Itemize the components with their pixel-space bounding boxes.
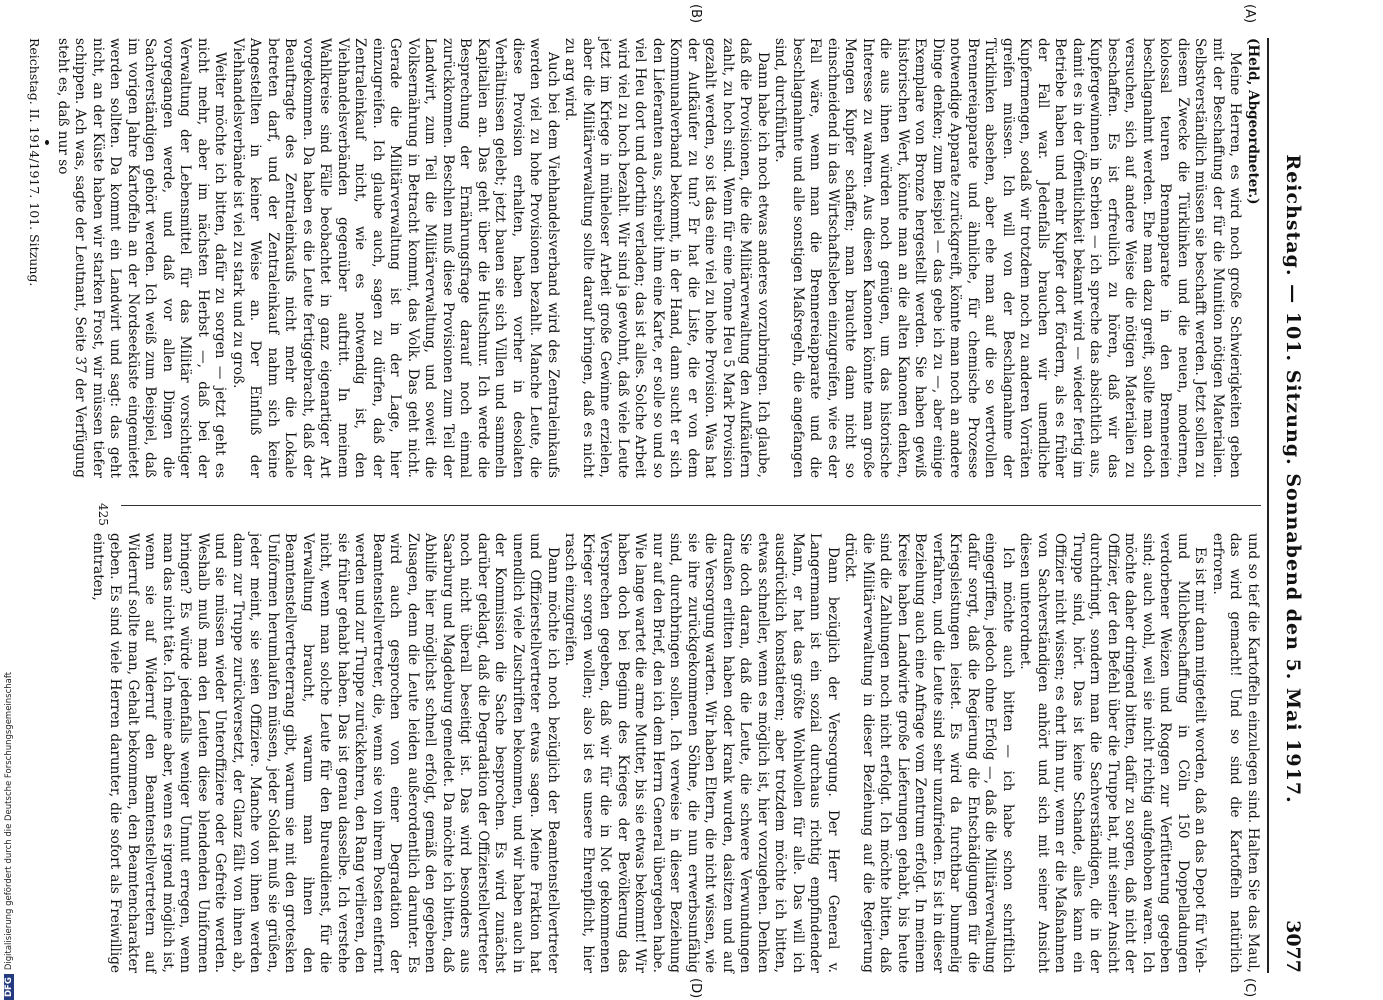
right-column — [90, 533, 1261, 973]
margin-letter-c: (C) — [1242, 978, 1257, 998]
page-signature: 425 — [96, 503, 110, 526]
footer-source: Reichstag. II. 1914/1917. 101. Sitzung. — [27, 38, 43, 287]
margin-letter-a: (A) — [1242, 4, 1257, 24]
paragraph: Weiter möchte ich bitten, dafür zu sorgen — jetzt geht es nicht mehr, aber im nächsten Herbst —, daß bei der Verwaltung der Lebensmittel für das Militär vorsichtiger vorgegangen werde, und daß vor allen Dingen die Sachverständigen gehört werden. Ich weiß zum Beispiel, daß im vorigen Jahre Kartoffeln an der Nordseeküste eingemietet werden sollten. Da kommt ein Landwirt und sagt: das geht nicht, an der Küste haben wir starken Frost, wir müssen tiefer schippen. Ach was, sagte der Leutnant, Seite 37 der Verfügung steht es, daß nur so — [55, 38, 229, 478]
paragraph: Es ist mir dann mitgeteilt worden, daß an das Depot für Vieh- und Milchbeschaffung in Cöln 150 Doppelladungen verdorbener Weizen und Roggen zur Verfütterung gegeben sind; auch wohl, weil sie nicht richtig aufgehoben waren. Ich möchte daher dringend bitten, dafür zu sorgen, daß nicht der Offizier, der den Befehl über die Truppe hat, mit seiner Ansicht durchdringt, sondern man die Sachverständigen, die in der Truppe sind, hört. Das ist keine Schande, alles kann ein Offizier nicht wissen; es ehrt ihn nur, wenn er die Maßnahmen von Sachverständigen anhört und sich mit seiner Ansicht diesen unterordnet. — [1017, 533, 1209, 973]
footer-line — [26, 38, 44, 478]
rotated-page — [27, 4, 1315, 999]
header-title: Reichstag. — 101. Sitzung. Sonnabend den 5. Mai 1917. — [1282, 154, 1304, 804]
left-column — [27, 38, 1261, 478]
speaker-label: (Held, Abgeordneter.) — [1245, 38, 1261, 205]
paragraph: Auch bei dem Viehhandelsverband wird des Zentraleinkaufs werden viel zu hohe Provisionen bezahlt. Manche Leute, die diese Provision erhalten, haben vorher in desolaten Verhältnissen gelebt; jetzt bauen sie sich Villen und sammeln Kapitalien an. Das geht über die Hutschnur. Ich werde die Besprechung der Ernährungsfrage darauf noch einmal zurückkommen. Beschlen muß diese Provisionen zum Teil der Landwirt, zum Teil die Militärverwaltung, und soweit die Volksernährung in Betracht kommt, das Volk. Das geht nicht. Gerade die Militärverwaltung ist in der Lage, hier einzugreifen. Ich glaube auch, sagen zu dürfen, daß der Zentraleinkauf nicht, wie es notwendig ist, den Viehhandelsverbänden gegenüber auftritt. In meinem Wahlkreise sind Fälle beobachtet in ganz eigenartiger Art vorgekommen. Da haben es die Leute fertiggebracht, daß der Beauftragte des Zentraleinkaufs nicht mehr die Lokale betreten darf, und der Zentraleinkauf nahm sich keine Angestellten in keiner Weise an. Der Einfluß der Viehhandelsverbände ist viel zu stark und zu groß. — [230, 38, 561, 478]
margin-letter-b: (B) — [688, 4, 703, 24]
page-number: 3077 — [1282, 920, 1304, 973]
column-divider — [121, 505, 1261, 506]
paragraph: Dann möchte ich noch bezüglich der Beamtenstellvertreter und Offizierstellvertreter etwas sagen. Meine Fraktion hat unendlich viele Zuschriften bekommen, und wir haben auch in der Kommission die Sache besprochen. Es wird zunächst darüber geklagt, daß die Degradation der Offizierstellvertreter noch nicht überall beseitigt ist. Das wird besonders aus Saarburg und Magdeburg gemeldet. Da möchte ich bitten, daß Abhilfe hier möglichst schnell erfolgt, gemäß den gegebenen Zusagen, denn die Leute leiden außerordentlich darunter. Es wird auch gesprochen von einer Degradation der Beamtenstellvertreter, die, wenn sie von ihrem Posten entfernt werden und zur Truppe zurückkehren, den Rang verlieren, den sie früher gehabt haben. Das ist genau dasselbe. Ich verstehe nicht, wenn man solche Leute für den Bureaudienst, für die Verwaltung braucht, warum man ihnen den Beamtenstellvertreterrang gibt, warum sie mit den grotesken Uniformen herumlaufen müssen, jeder Soldat muß sie grüßen, jeder meint, sie seien Offiziere. Manche von ihnen werden dann zur Truppe zurückversetzt, der Glanz fällt von ihnen ab, und sie müssen wieder Unteroffiziere oder Gefreite werden. Weshalb muß man den Leuten diese blendenden Uniformen bringen? Es würde jedenfalls weniger Unmut erregen, wenn man das nicht täte. Ich meine aber, wenn es irgend möglich ist, wenn sie auf Widerruf den Beamtenstellvertretern auf Widerruf sollte man, Gehalt bekommen, den Beamtencharakter geben. Es sind viele Herren darunter, die sofort als Freiwillige eintraten, — [90, 533, 561, 973]
paragraph: und so tief die Kartoffeln einzulegen sind. Halten Sie das Maul, das wird gemacht! Und so sind die Kartoffeln natürlich erfroren. — [1210, 533, 1261, 973]
dfg-logo: DFG — [4, 974, 14, 1000]
header-rule — [1267, 38, 1269, 973]
paragraph: Ich möchte auch bitten — ich habe schon schriftlich eingegriffen, jedoch ohne Erfolg —, daß die Militärverwaltung dafür sorgt, daß die Regierung die Entschädigungen für die Kriegsleistungen leistet. Es wird da furchtbar bummelig verfahren, und die Leute sind sehr unzufrieden. Es ist in dieser Beziehung auch eine Anfrage vom Zentrum erfolgt. In meinem Kreise haben Landwirte große Lieferungen gehabt, bis heute sind die Zahlungen noch nicht erfolgt. Ich möchte bitten, daß die Militärverwaltung in dieser Beziehung auf die Regierung drückt. — [842, 533, 1016, 973]
credit-text: Digitalisierung gefördert durch die Deutsche Forschungsgemeinschaft — [4, 671, 14, 971]
speck — [45, 140, 49, 145]
digitization-credit — [4, 600, 14, 1000]
paragraph: Meine Herren, es wird noch große Schwierigkeiten geben mit der Beschaffung der für die Munition nötigen Materialien. Selbstverständlich müssen sie beschafft werden. Jetzt sollen zu diesem Zwecke die Türklinken und die neuen, modernen, kolossal teuren Brennapparate in den Brennereien beschlagnahmt werden. Ehe man dazu greift, sollte man doch versuchen, sich auf andere Weise die nötigen Materialien zu beschaffen. Es ist erfreulich zu hören, daß wir das Kupfergewinnen in Serbien — ich spreche das absichtlich aus, damit es in der Öffentlichkeit bekannt wird — wieder fertig im Betriebe haben und mehr Kupfer dort fördern, als es früher der Fall war. Jedenfalls brauchen wir unendliche Kupfermengen, sodaß wir trotzdem noch zu anderen Vorräten greifen müssen. Ich will von der Beschlagnahme der Türklinken absehen, aber ehe man auf die so wertvollen Brennereiapparate und ähnliche, für chemische Prozesse notwendige Apparate zurückgreift, könnte man noch an andere Dinge denken; zum Beispiel — das gebe ich zu —, aber einige Exemplare von Bronze hergestellt werden. Sie haben gewiß historischen Wert, könnte man an die alten Kanonen denken, die aus ihnen würden noch genügen, um das historische Interesse zu wahren. Aus diesen Kanonen könnte man große Mengen Kupfer schaffen; man brauchte dann nicht so einschneidend in das Wirtschaftsleben einzugreifen, wie es der Fall wäre, wenn man die Brennereiapparate und die beschlagnahmte und alle sonstigen Maßregeln, die angefangen sind, durchführte. — [772, 38, 1244, 478]
paragraph: Dann bezüglich der Versorgung. Der Herr General v. Langermann ist ein sozial durchaus richtig empfindender Mann, er hat das größte Wohlwollen für alle. Das will ich ausdrücklich konstatieren; aber trotzdem möchte ich bitten, etwas schneller, wenn es möglich ist, hier vorzugehen. Denken Sie doch daran, daß die Leute, die schwere Verwundungen draußen erlitten haben oder krank wurden, dasitzen und auf die Versorgung warten. Wir haben Eltern, die nicht wissen, wie sie ihre zurückgekommenen Söhne, die nun erwerbsunfähig sind, durchbringen sollen. Ich verweise in dieser Beziehung nur auf den Brief, den ich dem Herrn General übergeben habe. Wie lange wartet die arme Mutter, bis sie etwas bekommt! Wir haben doch bei Beginn des Krieges der Bevölkerung das Versprechen gegeben, daß wir für die in Not gekommenen Krieger sorgen wollen; also ist es unsere Ehrenpflicht, hier rasch einzugreifen. — [562, 533, 841, 973]
running-head — [1271, 38, 1315, 973]
paragraph: Dann habe ich noch etwas anderes vorzubringen. Ich glaube, daß die Provisionen, die die Militärverwaltung den Aufkäufern zahlt, zu hoch sind. Wenn für eine Tonne Heu 5 Mark Provision gezahlt werden, so ist das eine viel zu hohe Provision. Was hat der Aufkäufer zu tun? Er hat die Liste, die er von dem Kommunalverband bekommt, in der Hand, dann sucht er sich den Lieferanten aus, schreibt ihm eine Karte, er solle so und so viel Heu dort und dorthin verladen; das ist alles. Solche Arbeit wird viel zu hoch bezahlt. Wir sind ja gewohnt, daß viele Leute jetzt im Kriege in müheloser Arbeit große Gewinne erzielen, aber die Militärverwaltung sollte darauf bringen, daß es nicht zu arg wird. — [562, 38, 771, 478]
margin-letter-d: (D) — [688, 978, 703, 999]
